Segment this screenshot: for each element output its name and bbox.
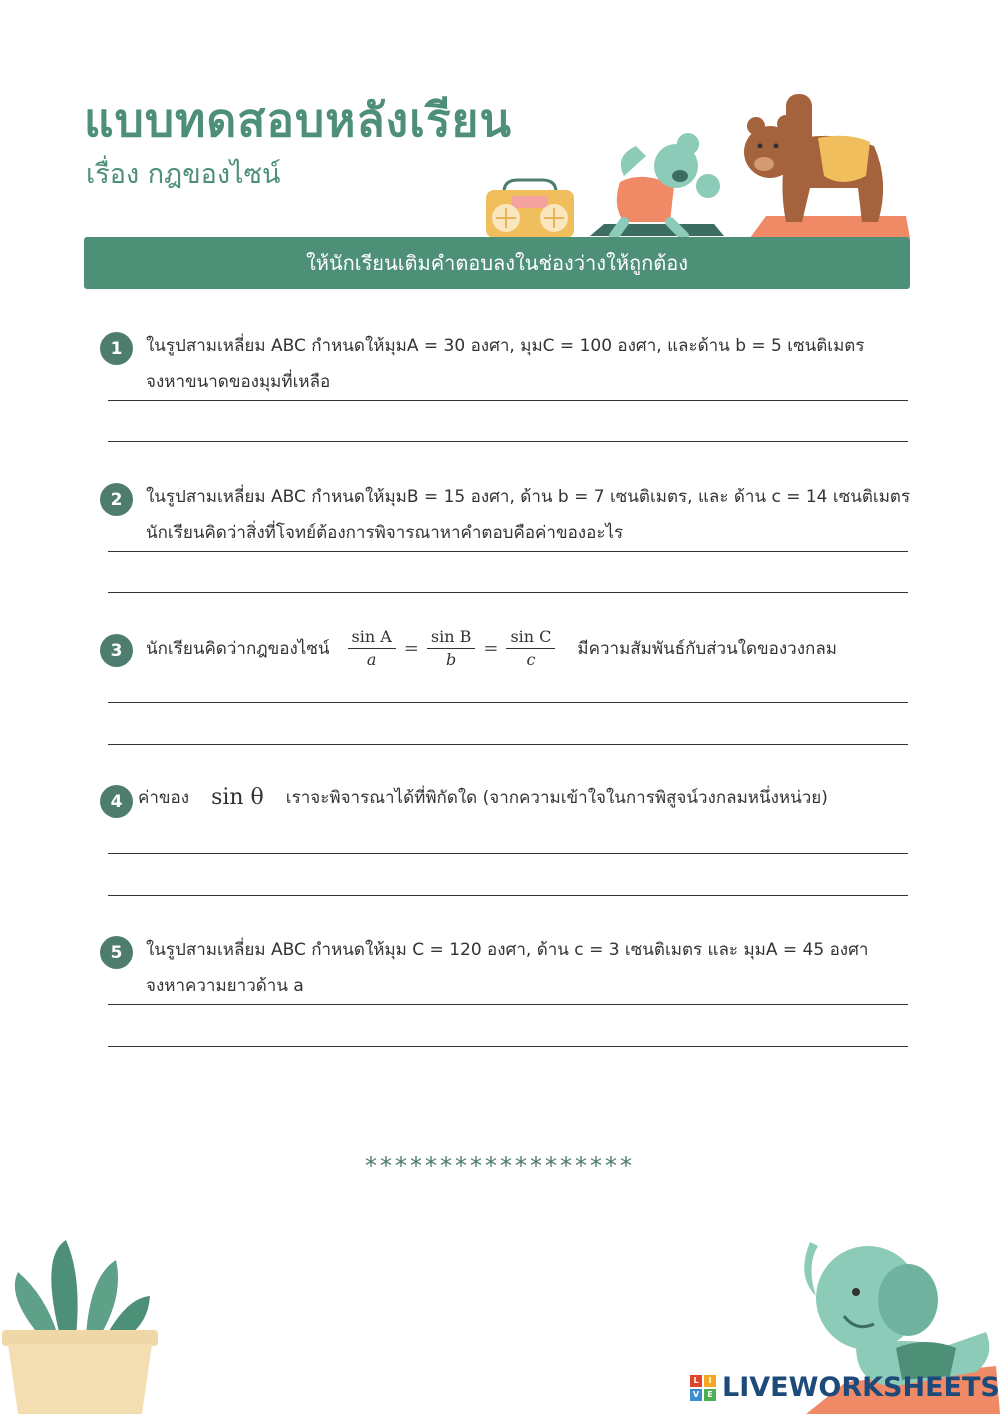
sine-theta-expression: sin θ (211, 785, 264, 810)
answer-line-q5-b[interactable] (108, 1046, 908, 1047)
question-1-text-line1: ในรูปสามเหลี่ยม ABC กำหนดให้มุมA = 30 องศา, มุมC = 100 องศา, และด้าน b = 5 เซนติเมตร (146, 336, 865, 356)
sine-ratio-c-denominator: c (526, 650, 536, 669)
sine-ratio-a-numerator: sin A (348, 626, 396, 649)
question-3-text-after: มีความสัมพันธ์กับส่วนใดของวงกลม (577, 639, 837, 659)
sine-ratio-a (348, 626, 396, 671)
instruction-banner: ให้นักเรียนเติมคำตอบลงในช่องว่างให้ถูกต้อง (84, 237, 910, 289)
equals-sign-2: = (483, 638, 499, 659)
question-5-text-line2: จงหาความยาวด้าน a (146, 976, 304, 996)
equals-sign-1: = (403, 638, 419, 659)
answer-line-q1-b[interactable] (108, 441, 908, 442)
liveworksheets-logo[interactable] (690, 1372, 1000, 1403)
question-3-text (146, 626, 837, 671)
question-3-number: 3 (100, 634, 133, 667)
answer-line-q3-a[interactable] (108, 702, 908, 703)
answer-line-q5-a[interactable] (108, 1004, 908, 1005)
question-4-text-before: ค่าของ (138, 788, 190, 808)
sine-ratio-b (427, 626, 475, 671)
radio-illustration (484, 178, 576, 240)
answer-line-q1-a[interactable] (108, 400, 908, 401)
answer-line-q3-b[interactable] (108, 744, 908, 745)
page-subtitle: เรื่อง กฎของไซน์ (86, 159, 281, 190)
question-4-text-after: เราจะพิจารณาได้ที่พิกัดใด (จากความเข้าใจในการพิสูจน์วงกลมหนึ่งหน่วย) (285, 788, 828, 808)
bear-illustration (738, 92, 914, 242)
sine-ratio-c (506, 626, 555, 671)
answer-line-q4-b[interactable] (108, 895, 908, 896)
question-4-number: 4 (100, 785, 133, 818)
question-3-text-before: นักเรียนคิดว่ากฎของไซน์ (146, 639, 330, 659)
question-2-number: 2 (100, 483, 133, 516)
question-2-text-line1: ในรูปสามเหลี่ยม ABC กำหนดให้มุมB = 15 องศา, ด้าน b = 7 เซนติเมตร, และ ด้าน c = 14 เซนติเมตร (146, 487, 911, 507)
koala-illustration (584, 126, 730, 244)
sine-ratio-c-numerator: sin C (506, 626, 555, 649)
stars-divider: ****************** (365, 1152, 635, 1180)
answer-line-q2-a[interactable] (108, 551, 908, 552)
question-4-text (138, 780, 828, 816)
question-1-text-line2: จงหาขนาดของมุมที่เหลือ (146, 372, 331, 392)
plant-illustration (0, 1236, 160, 1414)
sine-ratio-b-denominator: b (445, 650, 457, 669)
question-1-number: 1 (100, 332, 133, 365)
question-5-number: 5 (100, 936, 133, 969)
sine-ratio-b-numerator: sin B (427, 626, 475, 649)
question-5-text-line1: ในรูปสามเหลี่ยม ABC กำหนดให้มุม C = 120 องศา, ด้าน c = 3 เซนติเมตร และ มุมA = 45 องศา (146, 940, 869, 960)
logo-text: LIVEWORKSHEETS (722, 1372, 1000, 1403)
question-2-text-line2: นักเรียนคิดว่าสิ่งที่โจทย์ต้องการพิจารณาหาคำตอบคือค่าของอะไร (146, 523, 624, 543)
logo-blocks-icon: L I V E (690, 1375, 716, 1401)
sine-ratio-a-denominator: a (366, 650, 377, 669)
answer-line-q2-b[interactable] (108, 592, 908, 593)
page-title: แบบทดสอบหลังเรียน (84, 93, 512, 147)
answer-line-q4-a[interactable] (108, 853, 908, 854)
